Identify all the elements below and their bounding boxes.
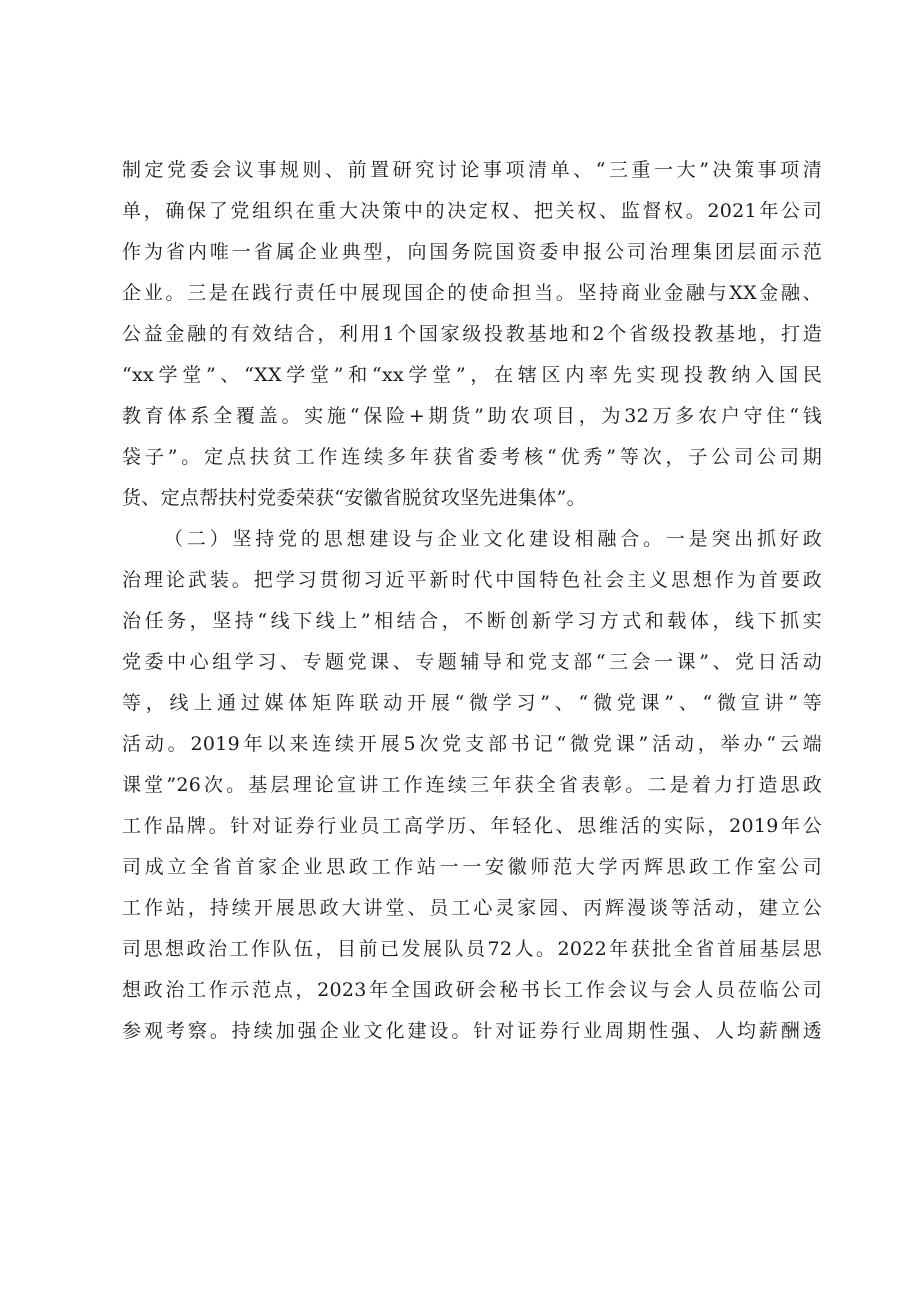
paragraph-heading-line: （二）坚持党的思想建设与企业文化建设相融合。一是突出抓好政 [164, 528, 822, 550]
text-line: 司成立全省首家企业思政工作站一一安徽师范大学丙辉思政工作室公司 [122, 856, 822, 878]
text-line: 作为省内唯一省属企业典型，向国务院国资委申报公司治理集团层面示范 [122, 241, 822, 263]
text-line: 想政治工作示范点，2023年全国政研会秘书长工作会议与会人员莅临公司 [122, 979, 822, 1001]
text-line: 工作品牌。针对证券行业员工高学历、年轻化、思维活的实际，2019年公 [122, 815, 822, 837]
text-line: 货、定点帮扶村党委荣获“安徽省脱贫攻坚先进集体”。 [122, 487, 586, 509]
text-line: 教育体系全覆盖。实施“保险+期货”助农项目，为32万多农户守住“钱 [122, 405, 822, 427]
text-line: 司思想政治工作队伍，目前已发展队员72人。2022年获批全省首届基层思 [122, 938, 822, 960]
text-line: 工作站，持续开展思政大讲堂、员工心灵家园、丙辉漫谈等活动，建立公 [122, 897, 822, 919]
text-line: 治理论武装。把学习贯彻习近平新时代中国特色社会主义思想作为首要政 [122, 569, 822, 591]
text-line: “xx学堂”、“XX学堂”和“xx学堂”，在辖区内率先实现投教纳入国民 [122, 364, 822, 386]
text-line: 治任务，坚持“线下线上”相结合，不断创新学习方式和载体，线下抓实 [122, 610, 822, 632]
text-line: 课堂”26次。基层理论宣讲工作连续三年获全省表彰。二是着力打造思政 [122, 774, 822, 796]
body-text [122, 150, 822, 1052]
text-line: 公益金融的有效结合，利用1个国家级投教基地和2个省级投教基地，打造 [122, 323, 822, 345]
text-line: 单，确保了党组织在重大决策中的决定权、把关权、监督权。2021年公司 [122, 200, 822, 222]
text-line: 企业。三是在践行责任中展现国企的使命担当。坚持商业金融与XX金融、 [122, 282, 822, 304]
text-line: 袋子”。定点扶贫工作连续多年获省委考核“优秀”等次，子公司公司期 [122, 446, 822, 468]
text-line: 参观考察。持续加强企业文化建设。针对证券行业周期性强、人均薪酬透 [122, 1020, 822, 1042]
text-line: 党委中心组学习、专题党课、专题辅导和党支部“三会一课”、党日活动 [122, 651, 822, 673]
text-line: 等，线上通过媒体矩阵联动开展“微学习”、“微党课”、“微宣讲”等 [122, 692, 822, 714]
text-line: 活动。2019年以来连续开展5次党支部书记“微党课”活动，举办“云端 [122, 733, 822, 755]
text-line: 制定党委会议事规则、前置研究讨论事项清单、“三重一大”决策事项清 [122, 159, 822, 181]
